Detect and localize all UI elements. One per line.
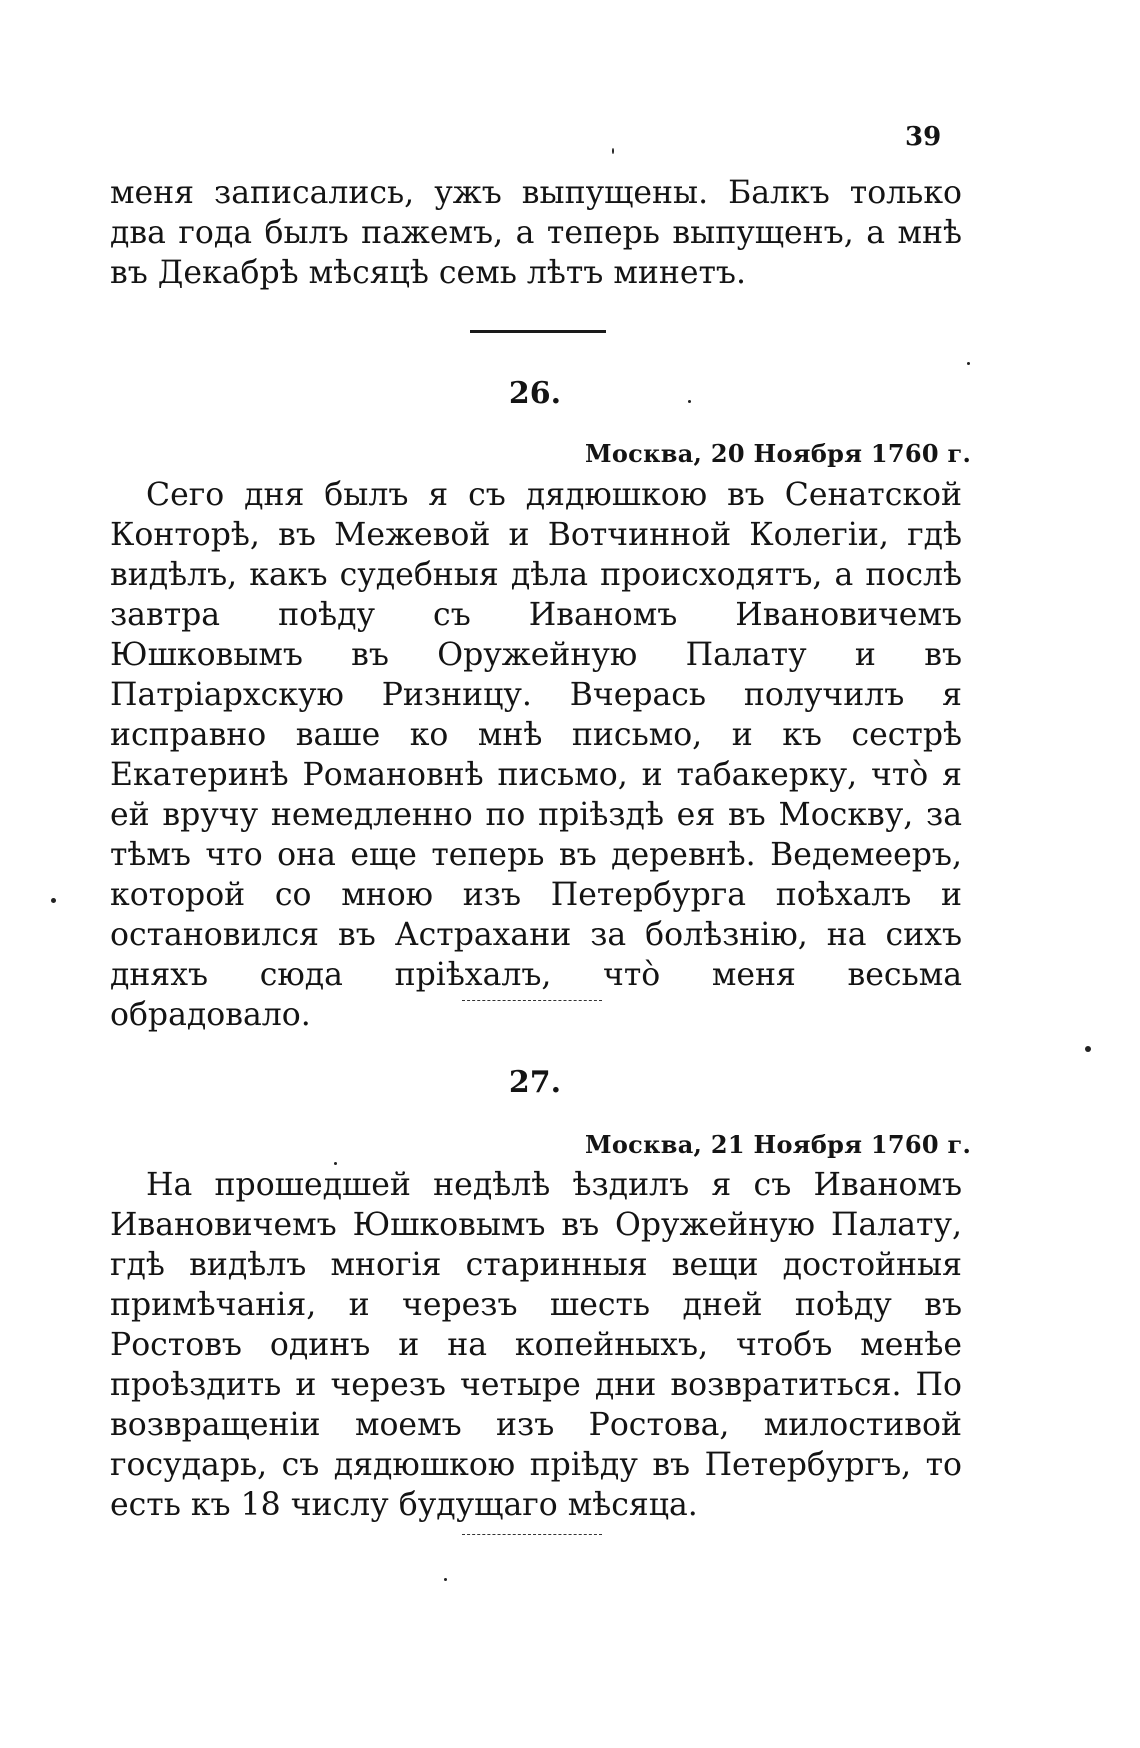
letter-body-26: Сего дня былъ я съ дядюшкою въ Сенатской Конторѣ, въ Межевой и Вотчинной Колегіи, гдѣ видѣлъ, какъ судебныя дѣла происходятъ, а послѣ завтра поѣду съ Иваномъ Ивановичемъ Юшковымъ въ Оружейную Палату и въ Патріархскую Ризницу. Вчерась получилъ я исправно ваше ко мнѣ письмо, и къ сестрѣ Екатеринѣ Романовнѣ письмо, и табакерку, чтò я ей вручу немедленно по пріѣздѣ ея въ Москву, за тѣмъ что она еще теперь въ деревнѣ. Ведемееръ, которой со мною изъ Петербурга поѣхалъ и остановился въ Астрахани за болѣзнію, на сихъ дняхъ сюда пріѣхалъ, чтò меня весьма обрадовало.	[110, 477, 962, 1033]
letter-body-27: На прошедшей недѣлѣ ѣздилъ я съ Иваномъ Ивановичемъ Юшковымъ въ Оружейную Палату, гдѣ видѣлъ многія старинныя вещи достойныя примѣчанія, и черезъ шесть дней поѣду въ Ростовъ одинъ и на копейныхъ, чтобъ менѣе проѣздить и черезъ четыре дни возвратиться. По возвращеніи моемъ изъ Ростова, милостивой государь, съ дядюшкою пріѣду въ Петербургъ, то есть къ 18 числу будущаго мѣсяца.	[110, 1167, 962, 1523]
section-divider-middle	[462, 1000, 602, 1001]
letter-number-26: 26.	[508, 376, 562, 411]
letter-dateline-27: Москва, 21 Ноября 1760 г.	[585, 1130, 972, 1159]
page-number: 39	[905, 122, 942, 152]
section-divider-bottom	[462, 1534, 602, 1535]
scan-speck	[444, 1578, 447, 1581]
scan-speck	[688, 400, 691, 403]
scan-speck	[612, 148, 614, 154]
letter-dateline-26: Москва, 20 Ноября 1760 г.	[585, 439, 972, 468]
letter-number-27: 27.	[508, 1065, 562, 1100]
section-divider-top	[470, 330, 606, 333]
scan-speck	[1085, 1046, 1091, 1052]
scan-speck	[967, 362, 970, 365]
scan-speck	[334, 1162, 337, 1165]
continuation-paragraph: меня записались, ужъ выпущены. Балкъ только два года былъ пажемъ, а теперь выпущенъ, а мнѣ въ Декабрѣ мѣсяцѣ семь лѣтъ минетъ.	[110, 175, 962, 291]
scan-speck	[51, 898, 56, 903]
